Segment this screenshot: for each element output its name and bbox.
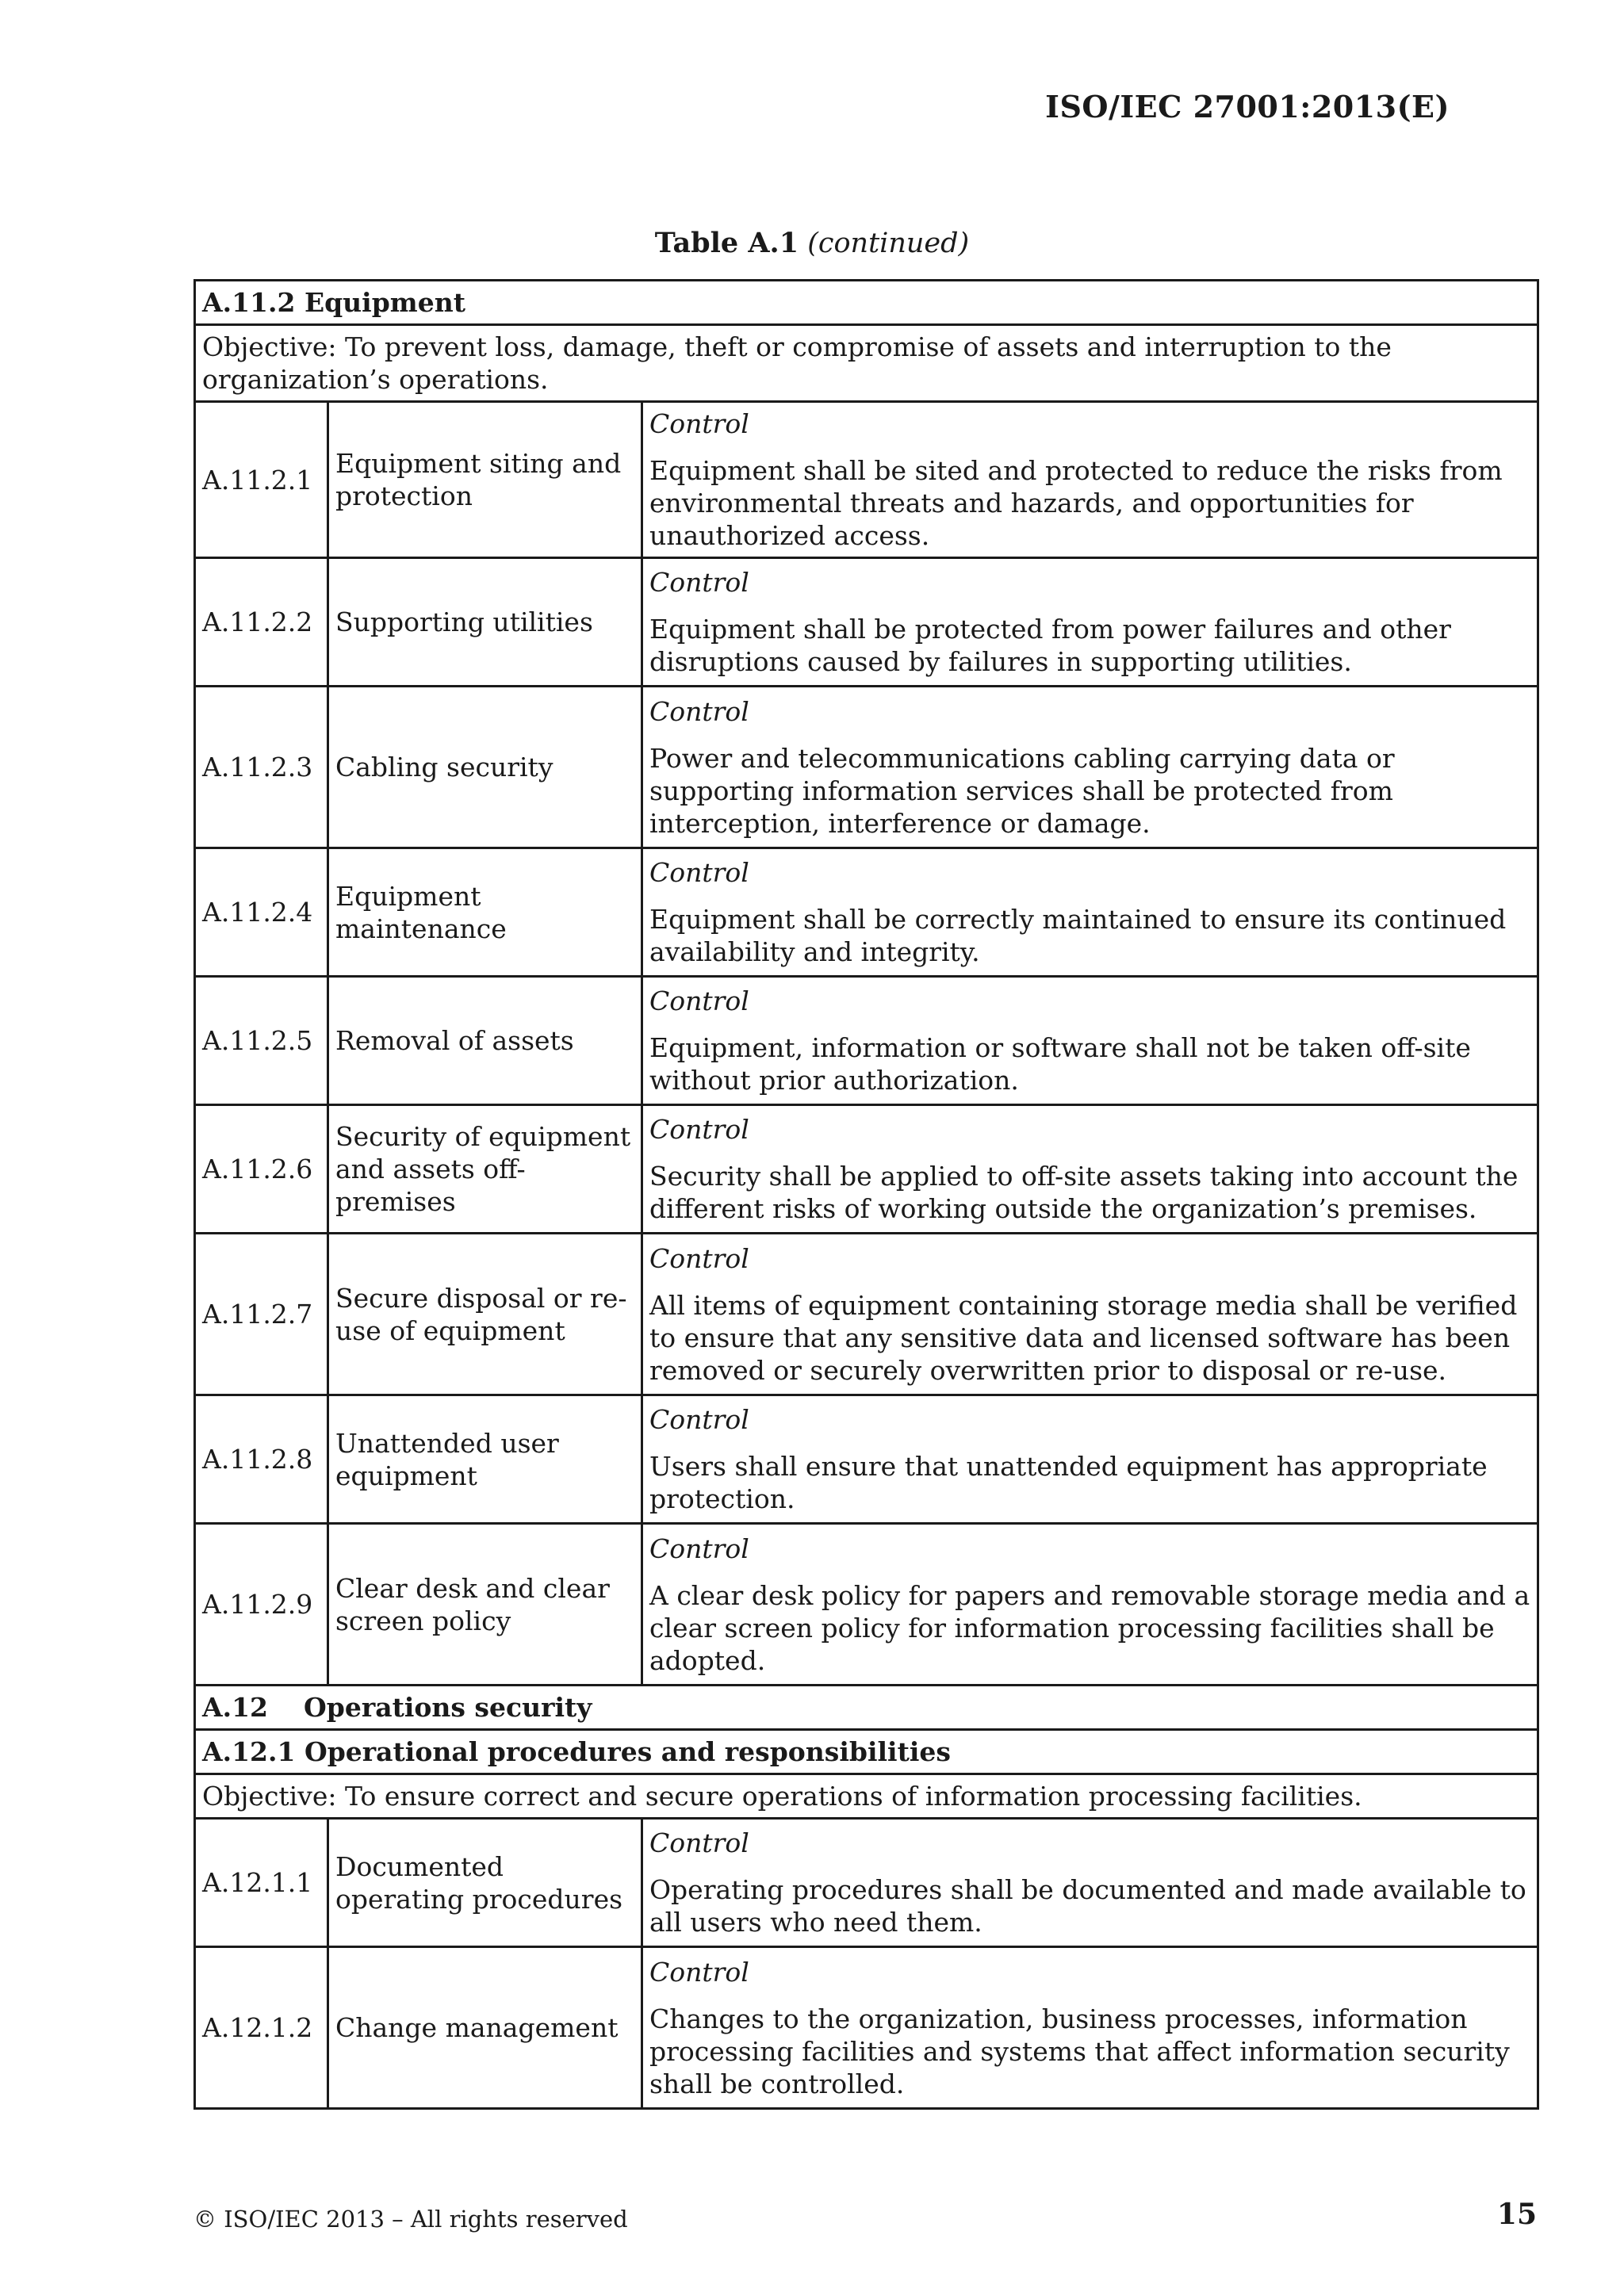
control-label: Control bbox=[649, 1956, 749, 1988]
control-row bbox=[195, 1947, 1538, 2109]
control-name: Secure disposal or re-use of equipment bbox=[328, 1234, 642, 1395]
control-description-cell bbox=[642, 1524, 1538, 1686]
section-heading bbox=[195, 1686, 1538, 1730]
control-name: Security of equipment and assets off-premises bbox=[328, 1105, 642, 1234]
control-description-cell bbox=[642, 848, 1538, 977]
control-label: Control bbox=[649, 408, 749, 439]
control-description: Operating procedures shall be documented and made available to all users who need them. bbox=[649, 1874, 1526, 1938]
objective-text: Objective: To prevent loss, damage, theft or compromise of assets and interruption to the organization’s operations. bbox=[195, 325, 1538, 402]
control-name: Documented operating procedures bbox=[328, 1819, 642, 1947]
control-row bbox=[195, 687, 1538, 848]
control-name: Equipment maintenance bbox=[328, 848, 642, 977]
control-label: Control bbox=[649, 1827, 749, 1858]
objective-text: Objective: To ensure correct and secure operations of information processing facilities. bbox=[195, 1774, 1538, 1819]
control-id: A.11.2.1 bbox=[195, 402, 328, 558]
section-heading: A.12.1 Operational procedures and responsibilities bbox=[195, 1730, 1538, 1774]
section-heading-row bbox=[195, 1730, 1538, 1774]
control-name: Unattended user equipment bbox=[328, 1395, 642, 1524]
control-id: A.11.2.2 bbox=[195, 558, 328, 687]
section-heading: A.11.2 Equipment bbox=[195, 281, 1538, 325]
control-name: Supporting utilities bbox=[328, 558, 642, 687]
control-description: Changes to the organization, business processes, information processing facilities and systems that affect information security shall be controlled. bbox=[649, 2003, 1510, 2099]
control-id: A.11.2.8 bbox=[195, 1395, 328, 1524]
control-description: Security shall be applied to off-site assets taking into account the different risks of working outside the organization’s premises. bbox=[649, 1161, 1519, 1224]
control-name: Removal of assets bbox=[328, 977, 642, 1105]
control-description-cell bbox=[642, 558, 1538, 687]
control-label: Control bbox=[649, 695, 749, 727]
document-id: ISO/IEC 27001:2013(E) bbox=[1045, 89, 1450, 124]
control-description: Power and telecommunications cabling carrying data or supporting information services shall be protected from interception, interference or damage. bbox=[649, 742, 1395, 839]
control-id: A.11.2.3 bbox=[195, 687, 328, 848]
control-description: Users shall ensure that unattended equipment has appropriate protection. bbox=[649, 1451, 1488, 1514]
control-description-cell bbox=[642, 1947, 1538, 2109]
control-description: Equipment shall be protected from power failures and other disruptions caused by failures in supporting utilities. bbox=[649, 614, 1451, 677]
control-label: Control bbox=[649, 1114, 749, 1145]
section-heading-row bbox=[195, 281, 1538, 325]
control-description: Equipment shall be correctly maintained to ensure its continued availability and integrity. bbox=[649, 904, 1507, 967]
section-number: A.12 bbox=[202, 1692, 269, 1723]
control-description: A clear desk policy for papers and removable storage media and a clear screen policy for information processing facilities shall be adopted. bbox=[649, 1579, 1530, 1676]
control-id: A.11.2.5 bbox=[195, 977, 328, 1105]
control-row bbox=[195, 1234, 1538, 1395]
objective-row bbox=[195, 1774, 1538, 1819]
control-description-cell bbox=[642, 1105, 1538, 1234]
control-id: A.11.2.4 bbox=[195, 848, 328, 977]
controls-table bbox=[193, 279, 1539, 2110]
control-row bbox=[195, 1105, 1538, 1234]
copyright-notice: © ISO/IEC 2013 – All rights reserved bbox=[193, 2206, 628, 2233]
control-id: A.11.2.6 bbox=[195, 1105, 328, 1234]
control-row bbox=[195, 848, 1538, 977]
control-label: Control bbox=[649, 1404, 749, 1435]
control-row bbox=[195, 1819, 1538, 1947]
control-label: Control bbox=[649, 985, 749, 1016]
control-name: Change management bbox=[328, 1947, 642, 2109]
control-row bbox=[195, 558, 1538, 687]
control-label: Control bbox=[649, 567, 749, 598]
control-description-cell bbox=[642, 1395, 1538, 1524]
control-id: A.12.1.2 bbox=[195, 1947, 328, 2109]
page-number: 15 bbox=[1496, 2198, 1537, 2231]
control-description: All items of equipment containing storage media shall be verified to ensure that any sensitive data and licensed software has been removed or securely overwritten prior to disposal or re-use. bbox=[649, 1289, 1518, 1386]
control-row bbox=[195, 1395, 1538, 1524]
control-row bbox=[195, 1524, 1538, 1686]
control-label: Control bbox=[649, 1242, 749, 1274]
control-name: Clear desk and clear screen policy bbox=[328, 1524, 642, 1686]
control-name: Cabling security bbox=[328, 687, 642, 848]
control-row bbox=[195, 977, 1538, 1105]
control-label: Control bbox=[649, 1533, 749, 1564]
control-name: Equipment siting and protection bbox=[328, 402, 642, 558]
control-description: Equipment, information or software shall not be taken off-site without prior authorization. bbox=[649, 1032, 1471, 1096]
control-id: A.11.2.9 bbox=[195, 1524, 328, 1686]
objective-row bbox=[195, 325, 1538, 402]
control-id: A.11.2.7 bbox=[195, 1234, 328, 1395]
caption-continued: (continued) bbox=[807, 228, 970, 259]
control-id: A.12.1.1 bbox=[195, 1819, 328, 1947]
control-description-cell bbox=[642, 1819, 1538, 1947]
table-caption bbox=[0, 227, 1624, 259]
control-description-cell bbox=[642, 402, 1538, 558]
control-row bbox=[195, 402, 1538, 558]
caption-title: Table A.1 bbox=[654, 227, 799, 259]
section-heading-row bbox=[195, 1686, 1538, 1730]
control-description-cell bbox=[642, 1234, 1538, 1395]
control-description: Equipment shall be sited and protected to reduce the risks from environmental threats and hazards, and opportunities for unauthorized access. bbox=[649, 455, 1503, 551]
control-description-cell bbox=[642, 687, 1538, 848]
control-description-cell bbox=[642, 977, 1538, 1105]
control-label: Control bbox=[649, 857, 749, 888]
section-title: Operations security bbox=[304, 1692, 592, 1723]
